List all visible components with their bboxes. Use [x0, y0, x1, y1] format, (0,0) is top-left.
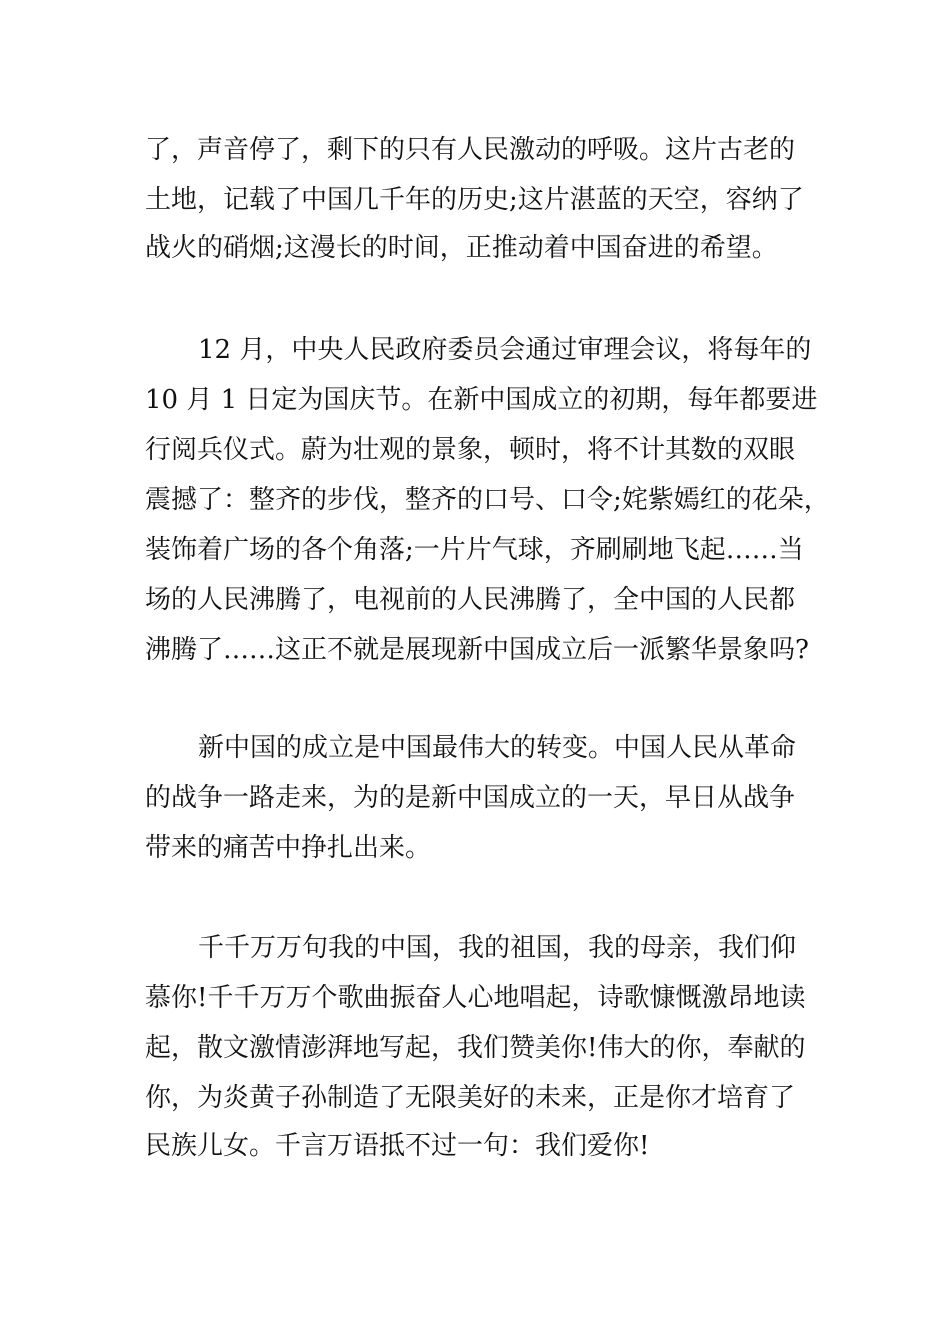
paragraph-line: 了，声音停了，剩下的只有人民激动的呼吸。这片古老的 [145, 135, 796, 165]
paragraph-line: 行阅兵仪式。蔚为壮观的景象，顿时，将不计其数的双眼 [145, 435, 796, 465]
paragraph-line: 战火的硝烟;这漫长的时间，正推动着中国奋进的希望。 [145, 233, 778, 263]
paragraph-line: 震撼了：整齐的步伐，整齐的口号、口令;姹紫嫣红的花朵， [145, 485, 830, 515]
paragraph-line: 土地，记载了中国几千年的历史;这片湛蓝的天空，容纳了 [145, 185, 804, 215]
paragraph-line: 带来的痛苦中挣扎出来。 [145, 833, 432, 863]
paragraph-line: 场的人民沸腾了，电视前的人民沸腾了，全中国的人民都 [145, 585, 796, 615]
paragraph-line: 装饰着广场的各个角落;一片片气球，齐刷刷地飞起……当 [145, 535, 804, 565]
paragraph-line: 沸腾了……这正不就是展现新中国成立后一派繁华景象吗? [145, 635, 809, 665]
paragraph-line: 的战争一路走来，为的是新中国成立的一天，早日从战争 [145, 783, 796, 813]
paragraph-line: 10 月 1 日定为国庆节。在新中国成立的初期，每年都要进 [145, 385, 818, 415]
paragraph-line: 新中国的成立是中国最伟大的转变。中国人民从革命 [198, 733, 797, 763]
paragraph-line: 起，散文激情澎湃地写起，我们赞美你!伟大的你，奉献的 [145, 1033, 806, 1063]
paragraph-line: 民族儿女。千言万语抵不过一句：我们爱你! [145, 1131, 650, 1161]
paragraph-line: 12 月，中央人民政府委员会通过审理会议，将每年的 [198, 335, 812, 365]
paragraph-line: 慕你!千千万万个歌曲振奋人心地唱起，诗歌慷慨激昂地读 [145, 983, 806, 1013]
paragraph-line: 你，为炎黄子孙制造了无限美好的未来，正是你才培育了 [145, 1083, 796, 1113]
paragraph-line: 千千万万句我的中国，我的祖国，我的母亲，我们仰 [198, 933, 797, 963]
